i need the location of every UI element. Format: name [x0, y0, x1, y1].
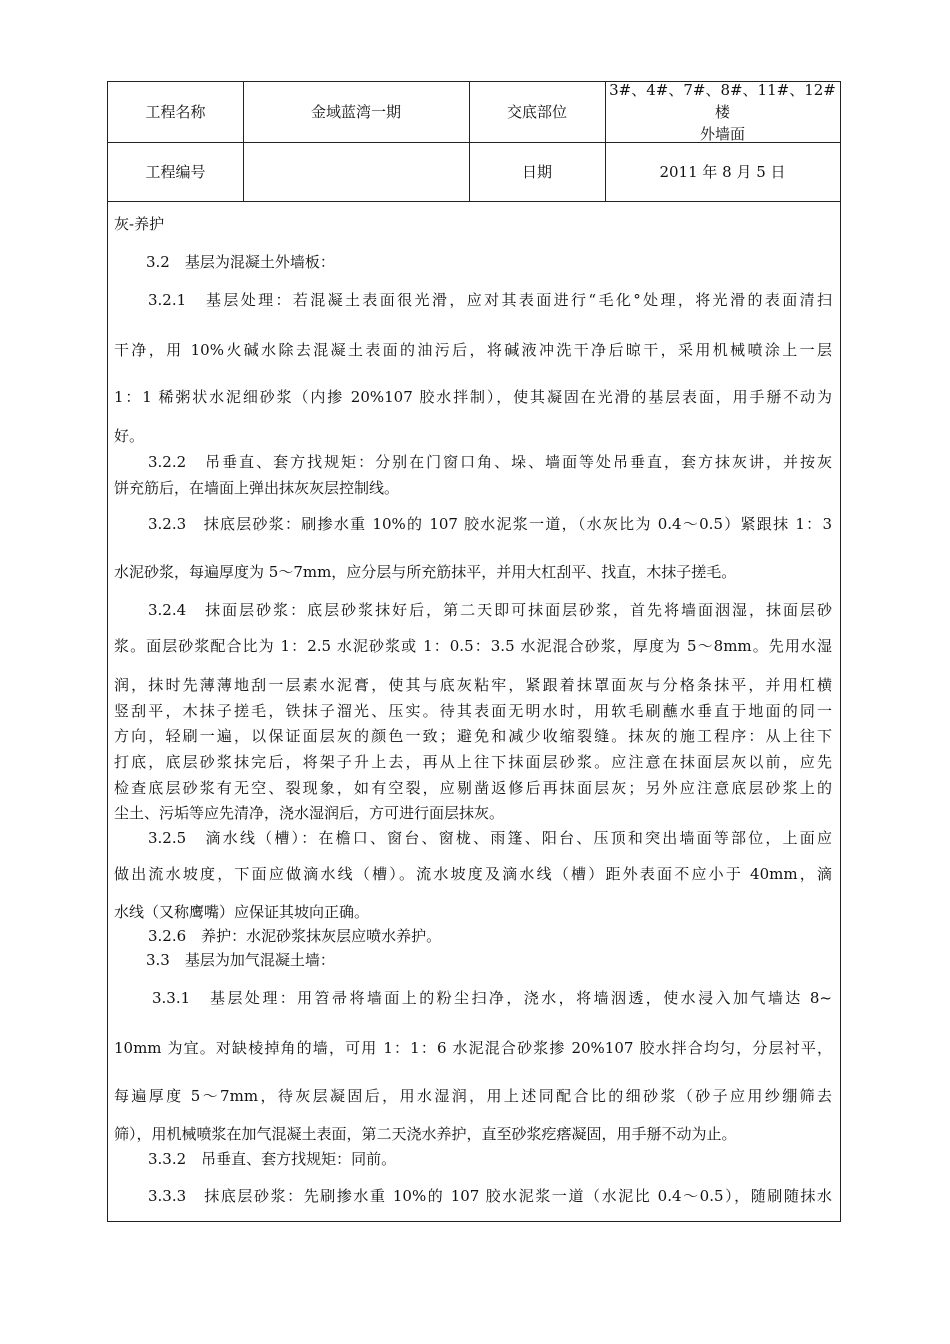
body-line: 每遍厚度 5～7mm，待灰层凝固后，用水湿润，用上述同配合比的细砂浆（砂子应用纱绷筛去 [114, 1087, 832, 1105]
disclosure-form-frame [107, 81, 841, 1222]
body-line: 3.2.3 抹底层砂浆：刷掺水重 10%的 107 胶水泥浆一道，（水灰比为 0.4～0.5）紧跟抹 1：3 [148, 515, 832, 533]
location-value-line1: 3#、4#、7#、8#、11#、12#楼 [609, 81, 836, 121]
body-line: 灰-养护 [114, 215, 165, 233]
body-line: 浆。面层砂浆配合比为 1：2.5 水泥砂浆或 1：0.5：3.5 水泥混合砂浆，厚度为 5～8mm。先用水湿 [114, 637, 832, 655]
body-line: 3.3.1 基层处理：用笤帚将墙面上的粉尘扫净，浇水，将墙洇透，使水浸入加气墙达 8~ [152, 989, 832, 1007]
body-line: 干净，用 10%火碱水除去混凝土表面的油污后，将碱液冲洗干净后晾干，采用机械喷涂上一层 [114, 341, 832, 359]
body-line: 1：1 稀粥状水泥细砂浆（内掺 20%107 胶水拌制），使其凝固在光滑的基层表面，用手掰不动为 [114, 388, 832, 406]
body-line: 尘土、污垢等应先清净，浇水湿润后，方可进行面层抹灰。 [114, 804, 505, 822]
date-label: 日期 [521, 163, 552, 181]
body-line: 3.2 基层为混凝土外墙板： [146, 253, 335, 271]
body-line: 3.2.4 抹面层砂浆：底层砂浆抹好后，第二天即可抹面层砂浆，首先将墙面洇湿，抹面层砂 [148, 601, 832, 619]
body-line: 3.3 基层为加气混凝土墙： [146, 951, 335, 969]
header-table [108, 82, 840, 202]
project-name-label: 工程名称 [145, 103, 206, 121]
location-value [605, 82, 840, 142]
location-value-line2: 外墙面 [699, 125, 745, 143]
body-line: 10mm 为宜。对缺棱掉角的墙，可用 1：1：6 水泥混合砂浆掺 20%107 胶水拌合均匀，分层衬平， [114, 1039, 832, 1057]
body-line: 3.2.2 吊垂直、套方找规矩：分别在门窗口角、垛、墙面等处吊垂直，套方抹灰讲，并按灰 [148, 453, 832, 471]
body-line: 好。 [114, 427, 145, 445]
body-line: 水线（又称鹰嘴）应保证其坡向正确。 [114, 903, 370, 921]
body-line: 方向，轻刷一遍，以保证面层灰的颜色一致；避免和减少收缩裂缝。抹灰的施工程序：从上往下 [114, 727, 832, 745]
body-line: 3.2.6 养护：水泥砂浆抹灰层应喷水养护。 [148, 927, 442, 945]
location-label: 交底部位 [506, 103, 567, 121]
project-no-label: 工程编号 [145, 163, 206, 181]
body-line: 润，抹时先薄薄地刮一层素水泥膏，使其与底灰粘牢，紧跟着抹罩面灰与分格条抹平，并用杠横 [114, 676, 832, 694]
body-line: 做出流水坡度，下面应做滴水线（槽）。流水坡度及滴水线（槽）距外表面不应小于 40mm，滴 [114, 865, 832, 883]
body-line: 3.3.3 抹底层砂浆：先刷掺水重 10%的 107 胶水泥浆一道（水泥比 0.4～0.5），随刷随抹水 [148, 1187, 832, 1205]
body-line: 3.2.5 滴水线（槽）：在檐口、窗台、窗栊、雨篷、阳台、压顶和突出墙面等部位，上面应 [148, 829, 832, 847]
body-line: 3.3.2 吊垂直、套方找规矩：同前。 [148, 1150, 397, 1168]
date-value: 2011 年 8 月 5 日 [659, 163, 786, 181]
project-no-value [243, 142, 469, 202]
body-line: 3.2.1 基层处理：若混凝土表面很光滑，应对其表面进行“毛化°处理，将光滑的表面清扫 [148, 291, 832, 309]
body-line: 饼充筋后，在墙面上弹出抹灰灰层控制线。 [114, 479, 400, 497]
body-line: 竖刮平，木抹子搓毛，铁抹子溜光、压实。待其表面无明水时，用软毛刷蘸水垂直于地面的同一 [114, 702, 832, 720]
body-line: 水泥砂浆，每遍厚度为 5～7mm，应分层与所充筋抹平，并用大杠刮平、找直，木抹子搓毛。 [114, 563, 737, 581]
project-name-value: 金域蓝湾一期 [310, 103, 401, 121]
body-line: 打底，底层砂浆抹完后，将架子升上去，再从上往下抹面层砂浆。应注意在抹面层灰以前，应先 [114, 753, 832, 771]
body-line: 检查底层砂浆有无空、裂现象，如有空裂，应剔凿返修后再抹面层灰；另外应注意底层砂浆上的 [114, 779, 832, 797]
body-line: 筛），用机械喷浆在加气混凝土表面，第二天浇水养护，直至砂浆疙瘩凝固，用手掰不动为止。 [114, 1125, 737, 1143]
